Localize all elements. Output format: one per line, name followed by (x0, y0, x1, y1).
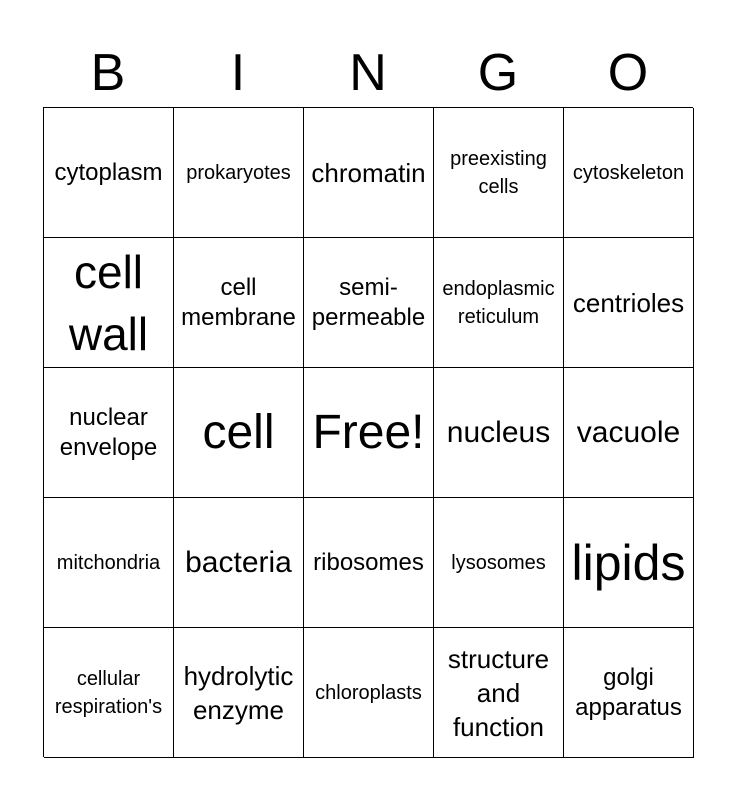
bingo-cell[interactable] (44, 498, 174, 628)
bingo-cell[interactable] (174, 498, 304, 628)
bingo-cell[interactable] (304, 108, 434, 238)
bingo-cell-free[interactable] (304, 368, 434, 498)
header-letter-g: G (477, 44, 519, 102)
cell-text: chromatin (311, 157, 426, 188)
bingo-cell[interactable] (434, 498, 564, 628)
header-letter-n: N (349, 44, 387, 102)
bingo-cell[interactable] (304, 238, 434, 368)
bingo-cell[interactable] (304, 628, 434, 758)
cell-text: bacteria (185, 545, 292, 579)
bingo-cell[interactable] (174, 628, 304, 758)
bingo-cell[interactable] (434, 108, 564, 238)
bingo-cell[interactable] (44, 628, 174, 758)
cell-text: preexisting cells (450, 147, 547, 198)
cell-text: nucleus (446, 415, 551, 449)
bingo-cell[interactable] (564, 238, 694, 368)
cell-text: mitchondria (56, 551, 161, 574)
bingo-cell[interactable] (434, 628, 564, 758)
bingo-cell[interactable] (564, 368, 694, 498)
bingo-cell[interactable] (174, 368, 304, 498)
cell-text: centrioles (572, 287, 685, 318)
cell-text: ribosomes (313, 548, 424, 576)
bingo-cell[interactable] (44, 368, 174, 498)
cell-text: semi-permeable (311, 273, 426, 331)
bingo-cell[interactable] (304, 498, 434, 628)
bingo-cell[interactable] (174, 108, 304, 238)
bingo-cell[interactable] (44, 108, 174, 238)
header-letter-i: I (230, 44, 246, 102)
cell-text: nuclear envelope (59, 403, 158, 461)
cell-text: hydrolytic enzyme (183, 660, 294, 725)
bingo-cell[interactable] (434, 368, 564, 498)
cell-text: cytoplasm (54, 158, 163, 186)
cell-text: lysosomes (451, 551, 546, 574)
cell-text: lipids (571, 534, 686, 591)
bingo-cell[interactable] (44, 238, 174, 368)
bingo-cell[interactable] (564, 628, 694, 758)
bingo-cell[interactable] (174, 238, 304, 368)
cell-text: cell wall (68, 245, 149, 360)
cell-text: vacuole (576, 415, 681, 449)
bingo-header (43, 40, 693, 106)
cell-text: cell (202, 405, 275, 459)
bingo-cell[interactable] (564, 498, 694, 628)
cell-text: endoplasmic reticulum (442, 277, 555, 328)
bingo-cell[interactable] (434, 238, 564, 368)
cell-text: chloroplasts (315, 681, 422, 704)
cell-text: cellular respiration's (54, 667, 163, 718)
cell-text: golgi apparatus (575, 663, 682, 721)
cell-text: prokaryotes (186, 161, 291, 184)
header-letter-b: B (90, 44, 126, 102)
header-letter-o: O (607, 44, 649, 102)
free-space-text: Free! (312, 405, 425, 459)
cell-text: structure and function (447, 643, 550, 742)
bingo-cell[interactable] (564, 108, 694, 238)
cell-text: cytoskeleton (572, 161, 685, 184)
cell-text: cell membrane (181, 273, 296, 331)
bingo-board (43, 107, 693, 757)
